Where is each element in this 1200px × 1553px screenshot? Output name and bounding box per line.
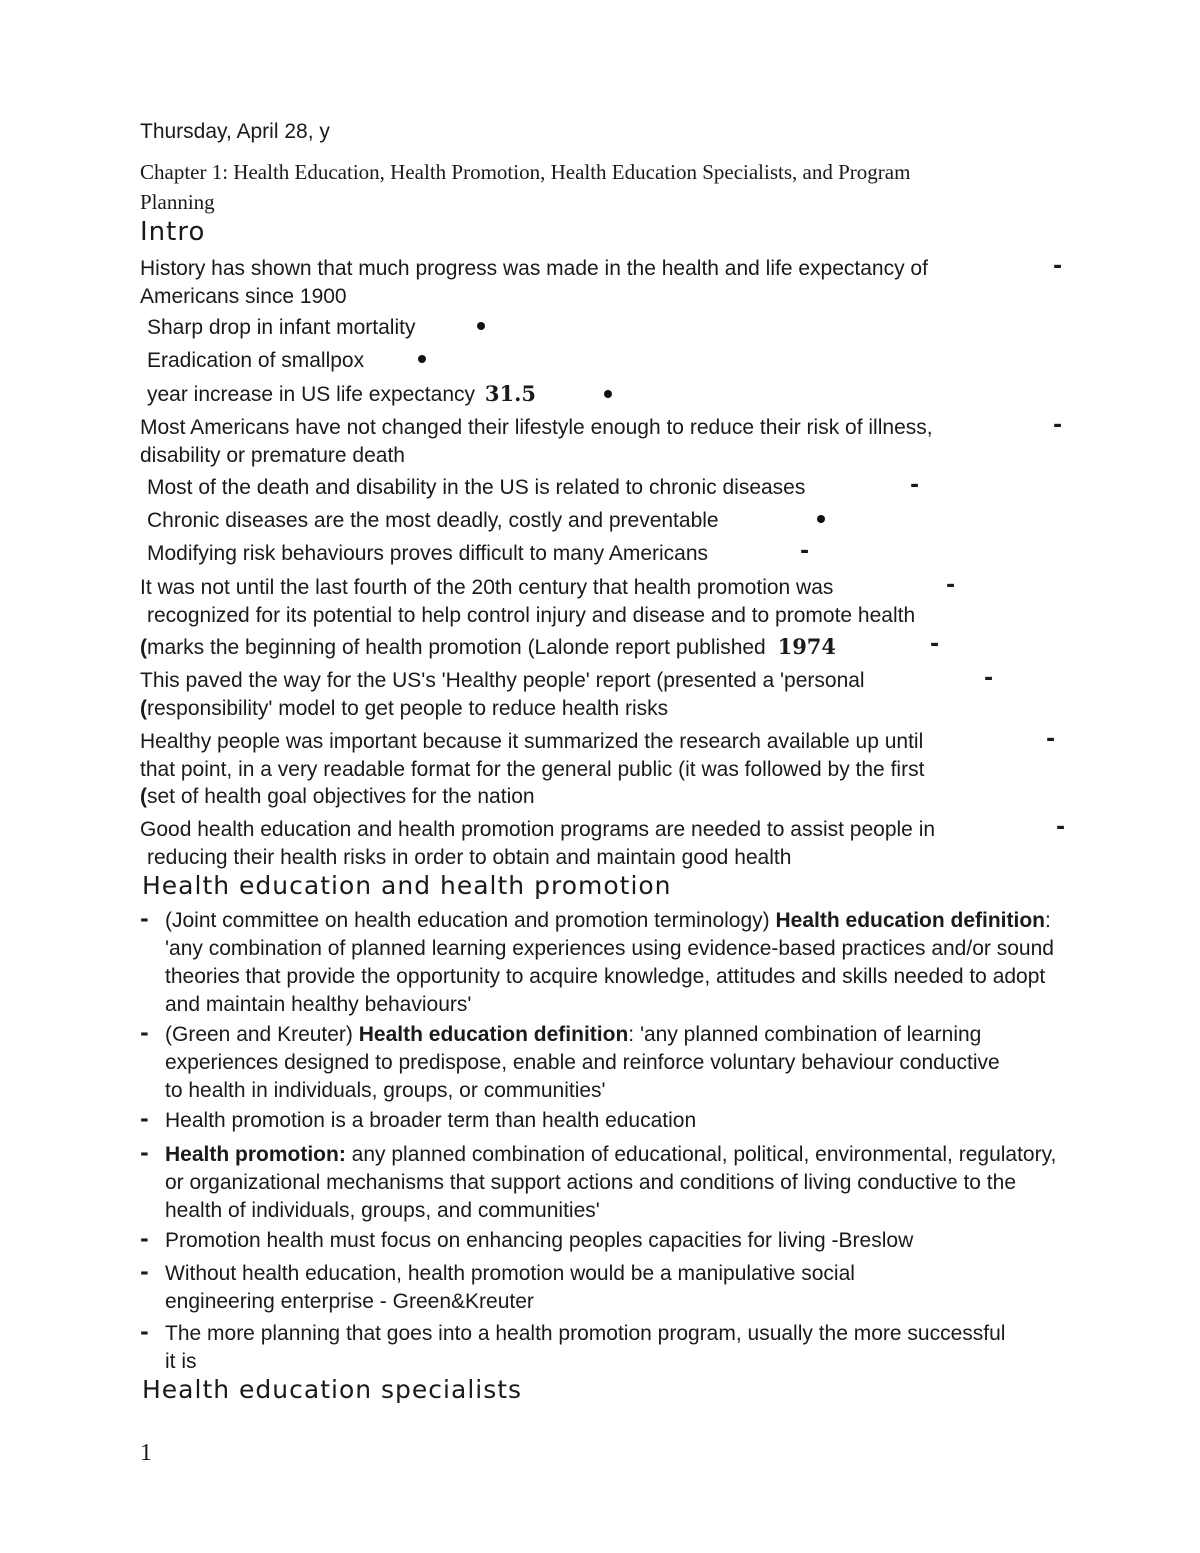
bullet-icon	[477, 322, 485, 330]
dash-marker: -	[800, 539, 810, 564]
chapter-title-line2: Planning	[140, 190, 215, 214]
intro-p8-line1: Good health education and health promotion programs are needed to assist people in	[140, 818, 936, 841]
list-dash-icon: -	[140, 1260, 149, 1284]
bullet-icon	[418, 355, 426, 363]
list-item	[165, 1227, 1065, 1255]
paren: (	[140, 697, 147, 720]
dash-marker: -	[1046, 727, 1056, 752]
list-item-text: (Joint committee on health education and promotion terminology)	[165, 909, 776, 932]
intro-p5-line3	[140, 633, 836, 662]
intro-p7-line3	[140, 783, 535, 811]
bullet-icon	[817, 515, 825, 523]
life-expectancy-number: 31.5	[484, 381, 536, 406]
life-expectancy-text: year increase in US life expectancy	[147, 383, 475, 406]
list-item-bold: Health education definition	[358, 1023, 629, 1046]
intro-p3: Most of the death and disability in the US is related to chronic diseases	[147, 476, 806, 499]
section-heading-health-education-promotion: Health education and health promotion	[142, 871, 672, 900]
bullet-item-smallpox: Eradication of smallpox	[147, 349, 365, 372]
list-item-text: Without health education, health promotion would be a manipulative social engineering enterprise - Green&Kreuter	[165, 1262, 855, 1313]
list-item-text: : 'any planned combination of learning experiences designed to predispose, enable and reinforce voluntary behaviour conductive to health in individuals, groups, or communities'	[165, 1023, 1000, 1102]
list-item	[165, 1107, 1065, 1135]
dash-marker: -	[910, 473, 920, 498]
list-dash-icon: -	[140, 907, 149, 931]
intro-p7-line1: Healthy people was important because it summarized the research available up until	[140, 730, 924, 753]
dash-marker: -	[1053, 254, 1063, 279]
list-item-bold: Health promotion:	[165, 1143, 346, 1166]
page-number: 1	[140, 1440, 152, 1466]
list-item	[165, 907, 1065, 1019]
intro-p6-line2	[140, 695, 668, 723]
paren: (	[140, 636, 147, 659]
list-dash-icon: -	[140, 1021, 149, 1045]
intro-heading: Intro	[140, 217, 206, 247]
intro-p6-line1: This paved the way for the US's 'Healthy people' report (presented a 'personal	[140, 669, 865, 692]
list-item	[165, 1320, 1015, 1376]
list-dash-icon: -	[140, 1141, 149, 1165]
intro-p4: Modifying risk behaviours proves difficult to many Americans	[147, 542, 709, 565]
dash-marker: -	[984, 666, 994, 691]
list-item-text: The more planning that goes into a health promotion program, usually the more successful it is	[165, 1322, 1006, 1373]
intro-p5-line1: It was not until the last fourth of the 20th century that health promotion was	[140, 576, 834, 599]
date-line: Thursday, April 28, y	[140, 120, 330, 143]
intro-p1-line1: History has shown that much progress was made in the health and life expectancy of	[140, 257, 928, 280]
list-dash-icon: -	[140, 1227, 149, 1251]
dash-marker: -	[946, 573, 956, 598]
intro-p2-line2: disability or premature death	[140, 444, 405, 467]
section-heading-health-education-specialists: Health education specialists	[142, 1375, 523, 1404]
intro-p7-line3-text: set of health goal objectives for the nation	[147, 785, 535, 808]
bullet-icon	[604, 390, 612, 398]
list-item	[165, 1141, 1065, 1225]
dash-marker: -	[930, 632, 940, 657]
list-item	[165, 1260, 965, 1316]
list-item-bold: Health education definition	[775, 909, 1046, 932]
list-dash-icon: -	[140, 1320, 149, 1344]
intro-p5-line3-text: marks the beginning of health promotion (Lalonde report published	[147, 636, 766, 659]
intro-p8-line2: reducing their health risks in order to obtain and maintain good health	[147, 846, 792, 869]
list-item-text: : 'any combination of planned learning experiences using evidence-based practices and/or sound theories that provide the opportunity to acquire knowledge, attitudes and skills needed to adopt and maintain healthy behaviours'	[165, 909, 1054, 1016]
dash-marker: -	[1053, 413, 1063, 438]
list-item	[165, 1021, 1005, 1105]
intro-p7-line2: that point, in a very readable format for the general public (it was followed by the first	[140, 758, 925, 781]
list-dash-icon: -	[140, 1107, 149, 1131]
bullet-item-chronic: Chronic diseases are the most deadly, costly and preventable	[147, 509, 719, 532]
bullet-item-life-expectancy	[147, 380, 536, 409]
intro-p6-line2-text: responsibility' model to get people to reduce health risks	[147, 697, 669, 720]
dash-marker: -	[1056, 815, 1066, 840]
chapter-title-line1: Chapter 1: Health Education, Health Promotion, Health Education Specialists, and Program	[140, 160, 911, 184]
intro-p2-line1: Most Americans have not changed their lifestyle enough to reduce their risk of illness,	[140, 416, 933, 439]
bullet-item-infant-mortality: Sharp drop in infant mortality	[147, 316, 416, 339]
year-1974: 1974	[777, 634, 837, 659]
list-item-text: any planned combination of educational, political, environmental, regulatory, or organizational mechanisms that support actions and conditions of living conductive to the health of individuals, groups, and communities'	[165, 1143, 1057, 1222]
list-item-text: Health promotion is a broader term than health education	[165, 1109, 697, 1132]
intro-p5-line2: recognized for its potential to help control injury and disease and to promote health	[147, 604, 916, 627]
intro-p1-line2: Americans since 1900	[140, 285, 347, 308]
list-item-text: (Green and Kreuter)	[165, 1023, 359, 1046]
paren: (	[140, 785, 147, 808]
list-item-text: Promotion health must focus on enhancing peoples capacities for living -Breslow	[165, 1229, 914, 1252]
